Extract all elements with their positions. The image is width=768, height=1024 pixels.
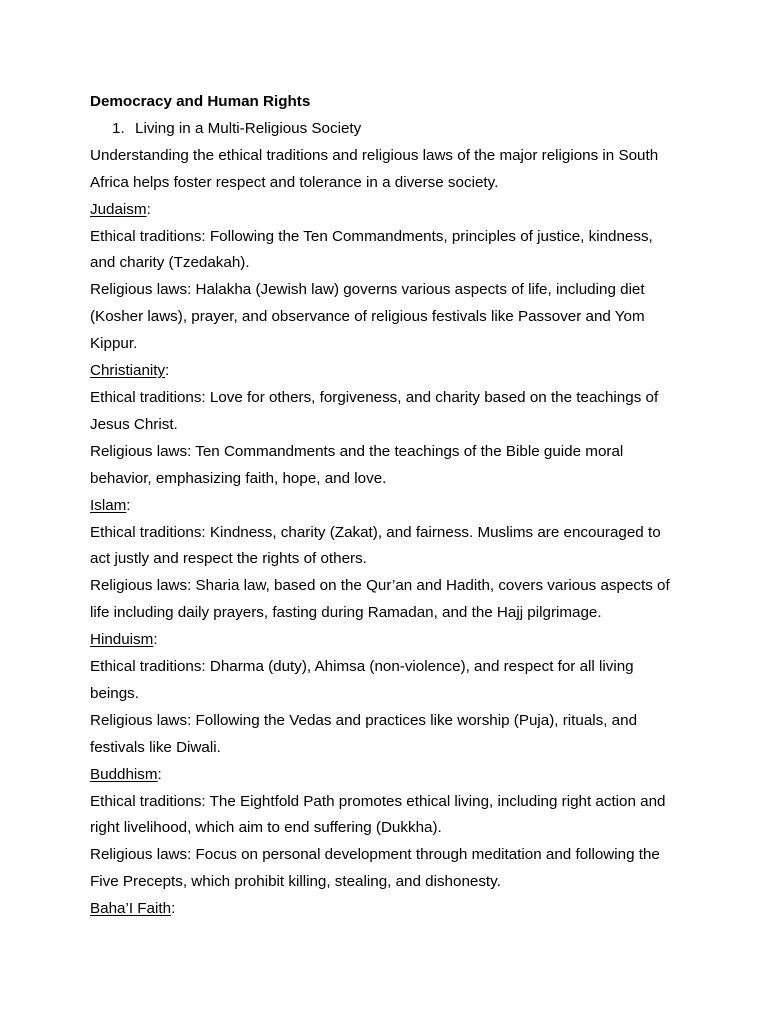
document-title: Democracy and Human Rights xyxy=(90,93,311,110)
section-heading-buddhism: Buddhism: xyxy=(90,765,162,783)
religious-laws-paragraph: Religious laws: Sharia law, based on the Qur’an and Hadith, covers various aspects of life including daily prayers, fasting during Ramadan, and the Hajj pilgrimage. xyxy=(90,577,670,622)
ethical-traditions-paragraph: Ethical traditions: Love for others, forgiveness, and charity based on the teachings of Jesus Christ. xyxy=(90,388,659,433)
religious-laws-paragraph: Religious laws: Halakha (Jewish law) governs various aspects of life, including diet (Kosher laws), prayer, and observance of religious festivals like Passover and Yom Kippur. xyxy=(90,281,645,353)
section-name: Buddhism xyxy=(90,765,158,783)
list-number: 1. xyxy=(112,119,125,137)
section-heading-bahai-faith: Baha’I Faith: xyxy=(90,900,176,918)
section-heading-islam: Islam: xyxy=(90,496,131,514)
religious-laws-paragraph: Religious laws: Following the Vedas and practices like worship (Puja), rituals, and festivals like Diwali. xyxy=(90,711,638,756)
section-heading-christianity: Christianity: xyxy=(90,362,170,380)
section-name: Christianity xyxy=(90,362,166,380)
numbered-list-item xyxy=(90,116,680,143)
section-name: Baha’I Faith xyxy=(90,900,172,918)
document-page xyxy=(90,89,680,923)
ethical-traditions-paragraph: Ethical traditions: Kindness, charity (Zakat), and fairness. Muslims are encouraged to act justly and respect the rights of others. xyxy=(90,523,661,568)
ethical-traditions-paragraph: Ethical traditions: Following the Ten Commandments, principles of justice, kindness, and charity (Tzedakah). xyxy=(90,227,653,272)
list-item-text: Living in a Multi-Religious Society xyxy=(135,119,362,137)
religious-laws-paragraph: Religious laws: Ten Commandments and the teachings of the Bible guide moral behavior, emphasizing faith, hope, and love. xyxy=(90,442,624,487)
ethical-traditions-paragraph: Ethical traditions: The Eightfold Path promotes ethical living, including right action and right livelihood, which aim to end suffering (Dukkha). xyxy=(90,792,666,837)
section-heading-hinduism: Hinduism: xyxy=(90,631,158,649)
section-heading-judaism: Judaism: xyxy=(90,200,151,218)
ethical-traditions-paragraph: Ethical traditions: Dharma (duty), Ahimsa (non-violence), and respect for all living beings. xyxy=(90,658,634,702)
section-name: Islam xyxy=(90,496,127,514)
section-name: Judaism xyxy=(90,200,147,218)
intro-paragraph: Understanding the ethical traditions and religious laws of the major religions in South Africa helps foster respect and tolerance in a diverse society. xyxy=(90,146,659,191)
section-name: Hinduism xyxy=(90,631,154,649)
religious-laws-paragraph: Religious laws: Focus on personal development through meditation and following the Five Precepts, which prohibit killing, stealing, and dishonesty. xyxy=(90,846,660,891)
